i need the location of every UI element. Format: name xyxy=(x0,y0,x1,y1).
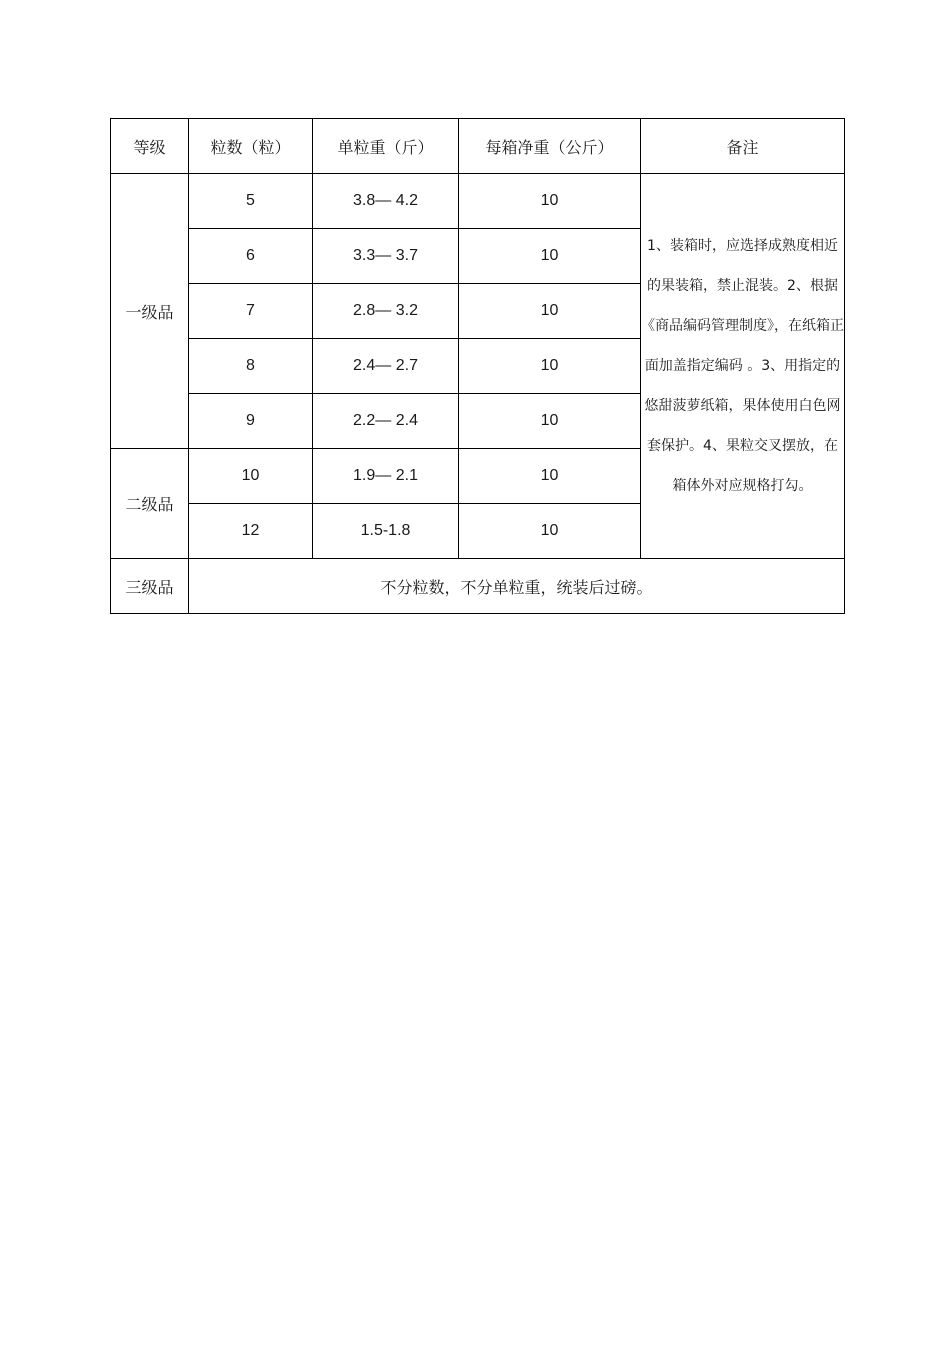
net-weight-cell: 10 xyxy=(459,449,641,504)
grade-third-class: 三级品 xyxy=(111,559,189,614)
header-unit-weight: 单粒重（斤） xyxy=(313,119,459,174)
net-weight-cell: 10 xyxy=(459,394,641,449)
grade3-note: 不分粒数，不分单粒重，统装后过磅。 xyxy=(189,559,845,614)
grade-second-class: 二级品 xyxy=(111,449,189,559)
header-net-weight: 每箱净重（公斤） xyxy=(459,119,641,174)
net-weight-cell: 10 xyxy=(459,174,641,229)
grading-table xyxy=(110,118,845,614)
unit-weight-cell: 2.2— 2.4 xyxy=(313,394,459,449)
count-cell: 9 xyxy=(189,394,313,449)
count-cell: 8 xyxy=(189,339,313,394)
unit-weight-cell: 3.3— 3.7 xyxy=(313,229,459,284)
unit-weight-cell: 3.8— 4.2 xyxy=(313,174,459,229)
header-remarks: 备注 xyxy=(641,119,845,174)
count-cell: 10 xyxy=(189,449,313,504)
count-cell: 5 xyxy=(189,174,313,229)
header-grade: 等级 xyxy=(111,119,189,174)
net-weight-cell: 10 xyxy=(459,504,641,559)
unit-weight-cell: 1.5-1.8 xyxy=(313,504,459,559)
count-cell: 6 xyxy=(189,229,313,284)
table-row xyxy=(111,174,845,229)
header-row xyxy=(111,119,845,174)
table-row xyxy=(111,559,845,614)
grade-first-class: 一级品 xyxy=(111,174,189,449)
net-weight-cell: 10 xyxy=(459,229,641,284)
count-cell: 12 xyxy=(189,504,313,559)
unit-weight-cell: 2.4— 2.7 xyxy=(313,339,459,394)
remarks-text: 1、装箱时，应选择成熟度相近的果装箱，禁止混装。2、根据《商品编码管理制度》，在纸箱正面加盖指定编码 。3、用指定的悠甜菠萝纸箱，果体使用白色网套保护。4、果粒交叉摆放，在箱体外对应规格打勾。 xyxy=(641,238,844,494)
header-count: 粒数（粒） xyxy=(189,119,313,174)
unit-weight-cell: 1.9— 2.1 xyxy=(313,449,459,504)
unit-weight-cell: 2.8— 3.2 xyxy=(313,284,459,339)
net-weight-cell: 10 xyxy=(459,339,641,394)
count-cell: 7 xyxy=(189,284,313,339)
remarks-cell xyxy=(641,174,845,559)
net-weight-cell: 10 xyxy=(459,284,641,339)
